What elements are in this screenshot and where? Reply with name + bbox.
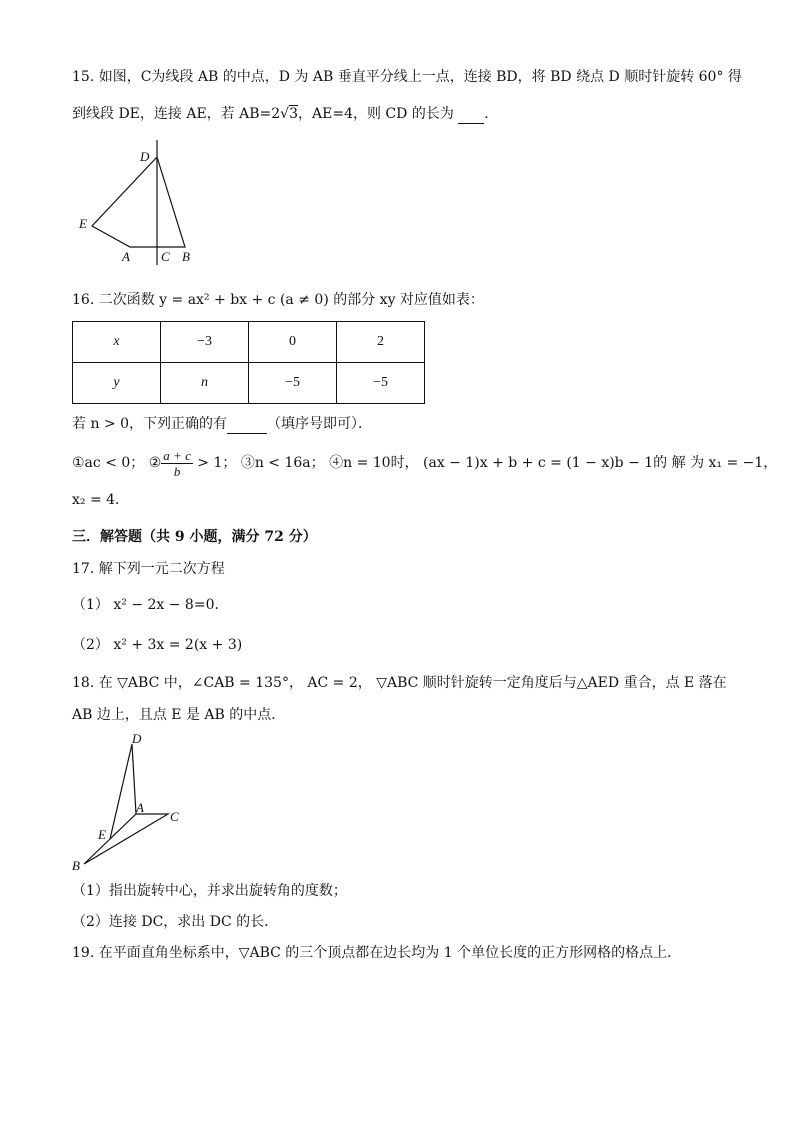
option-4: ④n = 10时， (ax − 1)x + b + c = (1 − x)b − 1的 解 为 x₁ = −1， — [329, 455, 778, 471]
answer-blank — [227, 413, 267, 434]
fraction — [161, 448, 193, 479]
section-heading: 三．解答题（共 9 小题，满分 72 分） — [72, 529, 317, 545]
q15-sqrt-value: 3 — [289, 106, 299, 122]
table-cell: −5 — [337, 363, 425, 404]
option-2-suffix: > 1； — [192, 455, 237, 471]
q17-title: 17. 解下列一元二次方程 — [72, 561, 225, 577]
label-D: D — [140, 149, 150, 164]
q18-line1: 18. 在 ▽ABC 中，∠CAB = 135°， AC = 2， ▽ABC 顺时针旋转一定角度后与△AED 重合，点 E 落在 — [72, 675, 727, 691]
q16-intro: 16. 二次函数 y = ax² + bx + c (a ≠ 0) 的部分 xy 对应值如表： — [72, 292, 484, 308]
q17-part2: （2） x² + 3x = 2(x + 3) — [72, 637, 243, 653]
q18-figure — [66, 728, 196, 878]
table-cell: −5 — [249, 363, 337, 404]
q15-line1: 15. 如图，C为线段 AB 的中点，D 为 AB 垂直平分线上一点，连接 BD，将 BD 绕点 D 顺时针旋转 60° 得 — [72, 69, 742, 85]
label-D: D — [132, 731, 142, 746]
triangle-AED — [110, 744, 136, 839]
table-cell: n — [161, 363, 249, 404]
answer-blank — [458, 103, 484, 124]
q17-part1: （1） x² − 2x − 8=0． — [72, 597, 229, 613]
q15-figure — [70, 140, 210, 269]
q15-line2-a: 到线段 DE，连接 AE，若 AB=2 — [72, 106, 281, 122]
q18-part1: （1）指出旋转中心，并求出旋转角的度数； — [72, 883, 347, 899]
q18-part2: （2）连接 DC，求出 DC 的长． — [72, 914, 279, 930]
label-C: C — [161, 249, 170, 264]
q19-line1: 19. 在平面直角坐标系中，▽ABC 的三个顶点都在边长均为 1 个单位长度的正方形网格的格点上． — [72, 945, 682, 961]
q16-condition-a: 若 n > 0，下列正确的有 — [72, 416, 228, 432]
table-row — [73, 322, 425, 363]
label-E: E — [79, 216, 87, 231]
figure-polygon — [92, 157, 185, 247]
table-cell: x — [73, 322, 161, 363]
option-1: ①ac < 0； — [72, 455, 145, 471]
triangle-ABC — [84, 814, 168, 864]
table-cell: y — [73, 363, 161, 404]
option-3: ③n < 16a； — [240, 455, 325, 471]
q16-condition-b: （填序号即可）． — [267, 416, 373, 432]
q16-option4-cont: x₂ = 4． — [72, 492, 130, 508]
label-A: A — [136, 800, 144, 815]
table-cell: 2 — [337, 322, 425, 363]
label-B: B — [182, 249, 190, 264]
q15-line2 — [72, 103, 498, 124]
q16-options — [72, 446, 777, 480]
value-table — [72, 321, 425, 404]
table-cell: −3 — [161, 322, 249, 363]
option-2-prefix: ② — [148, 455, 162, 471]
table-row — [73, 363, 425, 404]
q15-line2-b: ，AE=4，则 CD 的长为 — [298, 106, 454, 122]
q16-condition — [72, 413, 372, 434]
label-C: C — [170, 809, 179, 824]
label-A: A — [122, 249, 130, 264]
sqrt-sign: √ — [280, 106, 290, 122]
fraction-denominator: b — [173, 463, 181, 479]
label-B: B — [72, 858, 80, 873]
q15-line2-end: ． — [484, 106, 499, 122]
label-E: E — [98, 827, 106, 842]
fraction-numerator: a + c — [163, 447, 191, 463]
q18-line2: AB 边上，且点 E 是 AB 的中点． — [72, 707, 286, 723]
table-cell: 0 — [249, 322, 337, 363]
